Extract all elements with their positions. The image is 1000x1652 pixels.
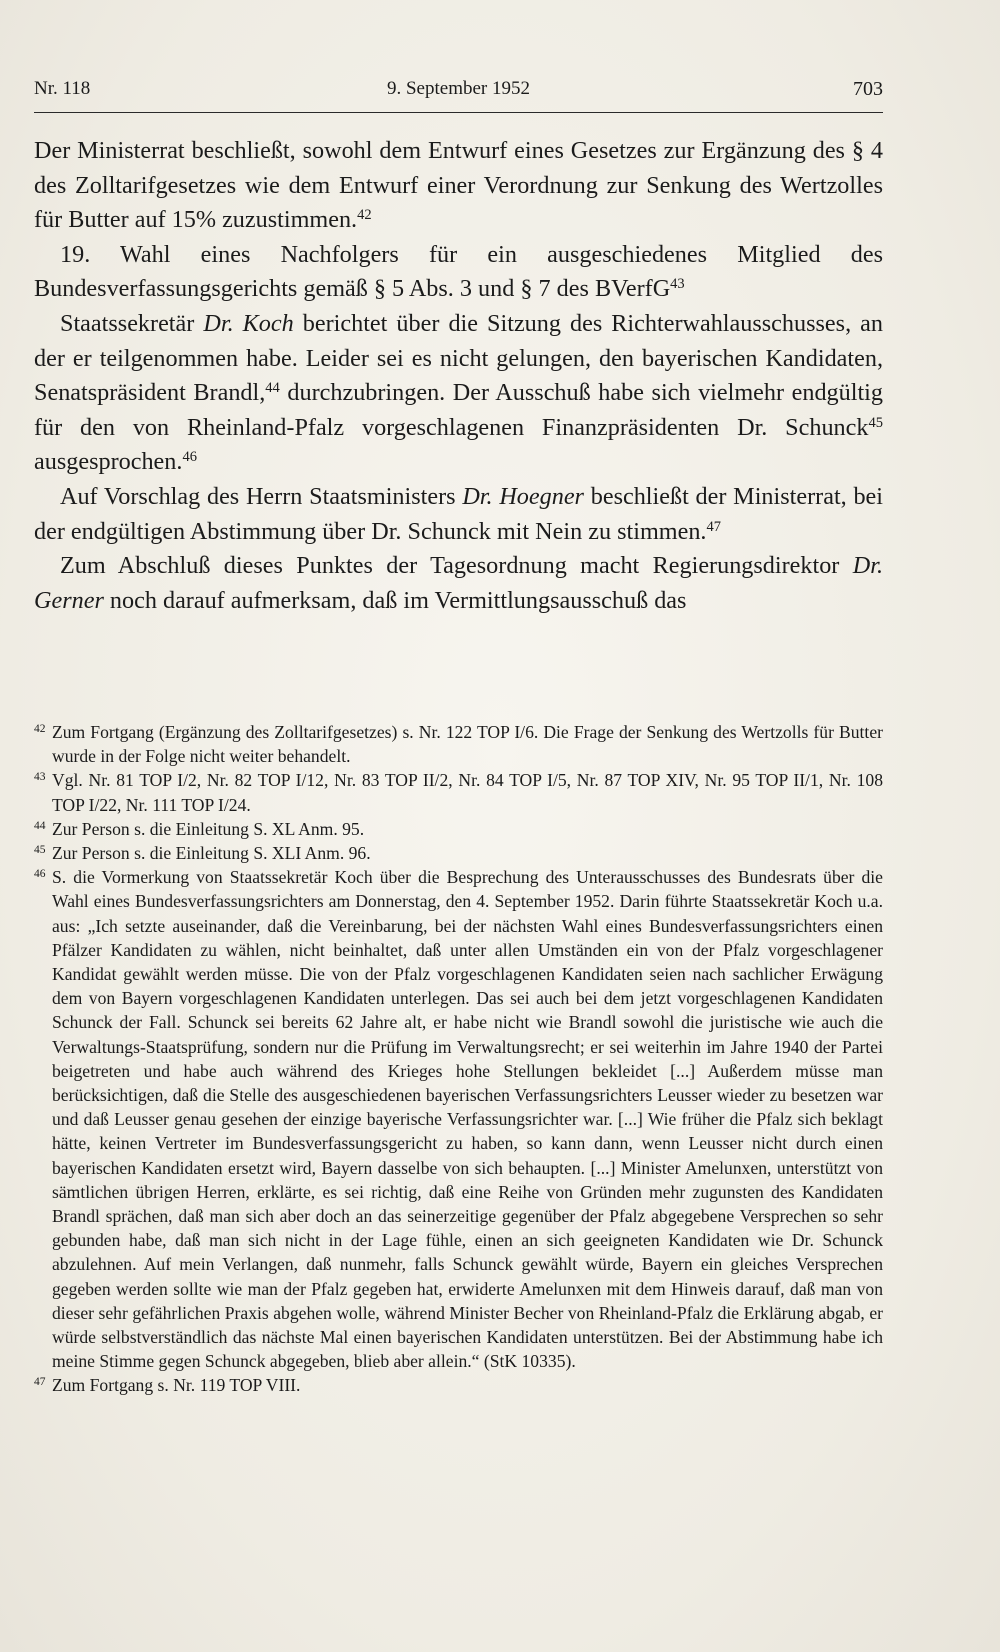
- footnote-number: 46: [34, 868, 46, 881]
- paragraph-koch-report: Staatssekretär Dr. Koch berichtet über die Sitzung des Richterwahlausschusses, an der er teilgenommen habe. Leider sei es nicht gelungen, den bayerischen Kandidaten, Senatspräsident Brandl,$^{44}$ durchzubringen. Der Ausschuß habe sich vielmehr endgültig für den von Rheinland-Pfalz vorgeschlagenen Finanzpräsidenten Dr. Schunck$^{45}$ ausgesprochen.$^{46}$: [34, 309, 883, 476]
- page-date: 9. September 1952: [386, 78, 530, 99]
- footnote-45: 45 Zur Person s. die Einleitung S. XLI Anm. 96.: [34, 841, 883, 865]
- paragraph-gerner-note: Zum Abschluß dieses Punktes der Tagesordnung macht Regierungsdirektor Dr. Gerner noch darauf aufmerksam, daß im Vermittlungsausschuß das: [34, 552, 883, 614]
- footnote-46: 46 S. die Vormerkung von Staatssekretär Koch über die Besprechung des Unterausschusses des Bundesrats über die Wahl eines Bundesverfassungsrichters am Donnerstag, den 4. September 1952. Darin führte Staatssekretär Koch u.a. aus: „Ich setzte auseinander, daß die Vereinbarung, bei der nächsten Wahl eines Bundesverfassungsrichters einen Pfälzer Kandidaten zu wählen, nicht beinhaltet, daß unter allen Umständen ein von der Pfalz vorgeschlagener Kandidat gewählt werden müsse. Die von der Pfalz vorgeschlagenen Kandidaten seien nach sachlicher Erwägung dem von Bayern vorgeschlagenen Kandidaten unterlegen. Das sei auch bei dem jetzt vorgeschlagenen Kandidaten Schunck der Fall. Schunck sei bereits 62 Jahre alt, er habe nicht wie Brandl sowohl die juristische wie auch die Verwaltungs-Staatsprüfung, sondern nur die Prüfung im Verwaltungsrecht; er sei weiterhin im Jahre 1940 der Partei beigetreten und habe auch während des Krieges hohe Stellungen bekleidet [...] Außerdem müsse man berücksichtigen, daß die Stelle des ausgeschiedenen bayerischen Verfassungsrichters Leusser wieder zu besetzen war und daß Leusser genau gesehen der einzige bayerische Verfassungsrichter war. [...] Wie früher die Pfalz sich beklagt hätte, keinen Vertreter im Bundesverfassungsgericht zu haben, so kann dann, wenn Leusser nicht durch einen bayerischen Kandidaten ersetzt wird, Bayern dasselbe von sich behaupten. [...] Minister Amelunxen, unterstützt von sämtlichen übrigen Herren, erklärte, es sei richtig, daß eine Reihe von Gründen mehr zugunsten des Kandidaten Brandl sprächen, daß man sich aber doch an das seinerzeitige gegenüber der Pfalz abgegebene Versprechen so sehr gebunden habe, daß man sich nicht in der Lage fühle, einen an sich geeigneten Kandidaten wie Dr. Schunck abzulehnen. Auf mein Verlangen, daß nunmehr, falls Schunck gewählt würde, Bayern ein gleiches Versprechen gegeben werden sollte wie man der Pfalz gegeben hat, erwiderte Amelunxen mit dem Hinweis darauf, daß man von dieser sehr gefährlichen Praxis abgehen wolle, während Minister Becher von Rheinland-Pfalz die Erklärung abgab, er würde selbstverständlich das nächste Mal einen bayerischen Kandidaten unterstützen. Bei der Abstimmung habe ich meine Stimme gegen Schunck abgegeben, blieb aber allein.“ (StK 10335).: [34, 865, 883, 1373]
- footnote-ref-47[interactable]: 47: [706, 518, 721, 535]
- footnote-number: 42: [34, 723, 46, 735]
- footnote-number: 44: [34, 819, 46, 832]
- footnote-42: 42 Zum Fortgang (Ergänzung des Zolltarifgesetzes) s. Nr. 122 TOP I/6. Die Frage der Senkung des Wertzolls für Butter wurde in der Folge nicht weiter behandelt.: [34, 720, 883, 768]
- footnote-number: 43: [34, 771, 46, 784]
- person-name: Dr. Hoegner: [462, 482, 584, 510]
- footnote-number: 47: [34, 1376, 46, 1389]
- agenda-item-19: 19. Wahl eines Nachfolgers für ein ausgeschiedenes Mitglied des Bundesverfassungsgerichts gemäß § 5 Abs. 3 und § 7 des BVerfG$^{43}$: [34, 240, 883, 303]
- footnote-ref-43[interactable]: 43: [670, 276, 685, 293]
- page-number: 703: [853, 78, 883, 100]
- footnote-44: 44 Zur Person s. die Einleitung S. XL Anm. 95.: [34, 817, 883, 841]
- paragraph-decision-butter: Der Ministerrat beschließt, sowohl dem Entwurf eines Gesetzes zur Ergänzung des § 4 des Zolltarifgesetzes wie dem Entwurf einer Verordnung zur Senkung des Wertzolles für Butter auf 15% zuzustimmen.$^{42}$: [34, 137, 883, 234]
- footnote-number: 45: [34, 844, 46, 857]
- footnote-43: 43 Vgl. Nr. 81 TOP I/2, Nr. 82 TOP I/12, Nr. 83 TOP II/2, Nr. 84 TOP I/5, Nr. 87 TOP XIV, Nr. 95 TOP II/1, Nr. 108 TOP I/22, Nr. 111 TOP I/24.: [34, 768, 883, 816]
- footnote-47: 47 Zum Fortgang s. Nr. 119 TOP VIII.: [34, 1373, 883, 1397]
- person-name: Dr. Gerner: [34, 552, 883, 614]
- document-number: Nr. 118: [34, 78, 91, 99]
- footnote-ref-42[interactable]: 42: [357, 207, 372, 224]
- paragraph-hoegner-proposal: Auf Vorschlag des Herrn Staatsministers Dr. Hoegner beschließt der Ministerrat, bei der endgültigen Abstimmung über Dr. Schunck mit Nein zu stimmen.$^{47}$: [34, 482, 884, 545]
- main-text: [34, 134, 883, 618]
- person-name: Dr. Koch: [203, 309, 294, 337]
- footnote-ref-45[interactable]: 45: [868, 414, 883, 431]
- footnotes: [34, 720, 883, 1398]
- page-header: [34, 74, 883, 113]
- footnote-ref-44[interactable]: 44: [265, 380, 280, 397]
- footnote-ref-46[interactable]: 46: [182, 449, 197, 466]
